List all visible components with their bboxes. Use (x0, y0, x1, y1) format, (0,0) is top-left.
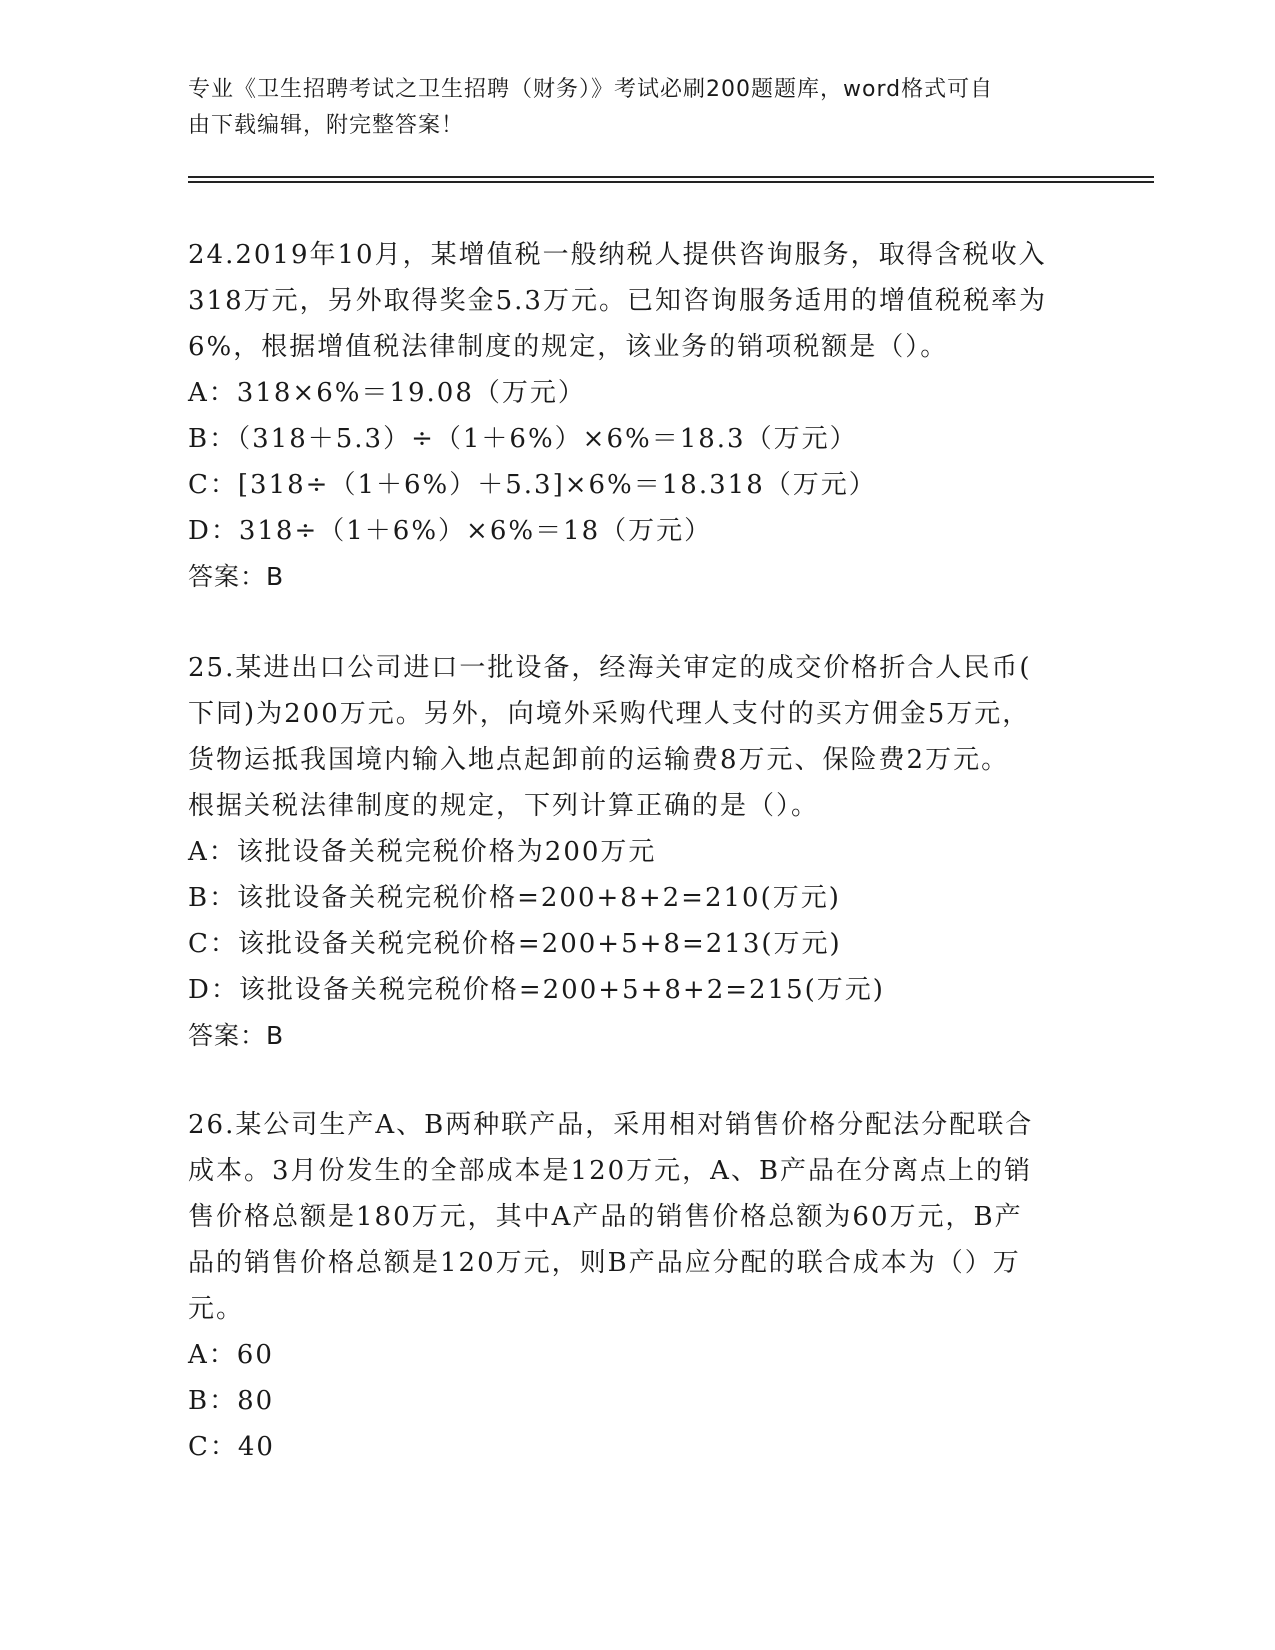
option-c: C：该批设备关税完税价格=200+5+8=213(万元) (188, 929, 842, 959)
option-b: B：80 (188, 1386, 275, 1416)
option-b: B：该批设备关税完税价格=200+8+2=210(万元) (188, 883, 841, 913)
header-line-2: 由下载编辑，附完整答案！ (188, 113, 465, 138)
question-stem-line: 24.2019年10月，某增值税一般纳税人提供咨询服务，取得含税收入 (188, 240, 1047, 270)
question-24 (188, 232, 1088, 600)
question-stem-line: 品的销售价格总额是120万元，则B产品应分配的联合成本为（）万 (188, 1248, 1021, 1278)
option-d: D：318÷（1＋6%）×6%＝18（万元） (188, 516, 713, 546)
question-stem-line: 25.某进出口公司进口一批设备，经海关审定的成交价格折合人民币( (188, 653, 1032, 683)
option-a: A：该批设备关税完税价格为200万元 (188, 837, 657, 867)
question-25 (188, 645, 1088, 1059)
option-c: C：40 (188, 1432, 275, 1462)
question-stem-line: 货物运抵我国境内输入地点起卸前的运输费8万元、保险费2万元。 (188, 745, 1010, 775)
question-stem-line: 元。 (188, 1294, 245, 1324)
question-stem-line: 根据关税法律制度的规定，下列计算正确的是（）。 (188, 791, 820, 821)
option-d: D：该批设备关税完税价格=200+5+8+2=215(万元) (188, 975, 885, 1005)
question-stem-line: 售价格总额是180万元，其中A产品的销售价格总额为60万元，B产 (188, 1202, 1023, 1232)
question-stem-line: 6%，根据增值税法律制度的规定，该业务的销项税额是（）。 (188, 332, 949, 362)
option-b: B：（318＋5.3）÷（1＋6%）×6%＝18.3（万元） (188, 424, 858, 454)
document-header (188, 72, 1068, 144)
question-stem-line: 318万元，另外取得奖金5.3万元。已知咨询服务适用的增值税税率为 (188, 286, 1047, 316)
question-stem-line: 成本。3月份发生的全部成本是120万元，A、B产品在分离点上的销 (188, 1156, 1033, 1186)
option-a: A：60 (188, 1340, 274, 1370)
answer-line: 答案：B (188, 562, 285, 591)
header-line-1: 专业《卫生招聘考试之卫生招聘（财务）》考试必刷200题题库，word格式可自 (188, 77, 994, 102)
option-c: C：[318÷（1＋6%）＋5.3]×6%＝18.318（万元） (188, 470, 877, 500)
header-divider-bottom (188, 181, 1154, 183)
option-a: A：318×6%＝19.08（万元） (188, 378, 586, 408)
header-divider-top (188, 176, 1154, 178)
question-stem-line: 26.某公司生产A、B两种联产品，采用相对销售价格分配法分配联合 (188, 1110, 1034, 1140)
question-stem-line: 下同)为200万元。另外，向境外采购代理人支付的买方佣金5万元， (188, 699, 1031, 729)
answer-line: 答案：B (188, 1021, 285, 1050)
question-26 (188, 1102, 1088, 1470)
